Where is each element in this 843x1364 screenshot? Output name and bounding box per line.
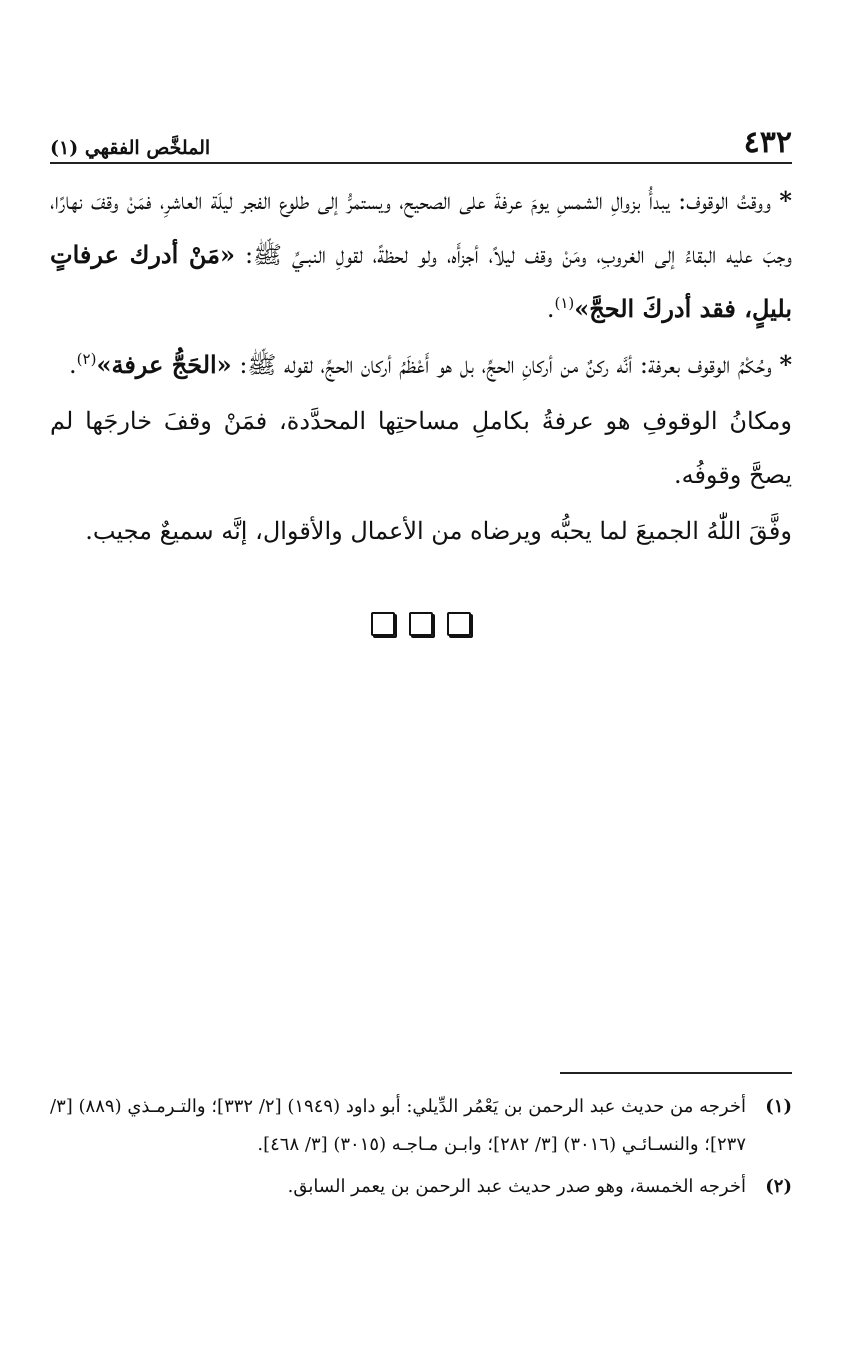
page-content — [50, 118, 792, 636]
hadith-quote: «مَنْ أدرك عرفاتٍ بليلٍ، فقد أدركَ الحجَّ» — [50, 240, 792, 323]
paragraph-wuquf-place: ومكانُ الوقوفِ هو عرفةُ بكاملِ مساحتِها المحدَّدة، فمَنْ وقفَ خارجَها لم يصحَّ وقوفُه. — [50, 407, 792, 489]
paragraph-end: . — [69, 351, 77, 379]
footnotes — [50, 1072, 792, 1210]
body-text — [50, 174, 792, 558]
book-title: الملخَّص الفقهي (١) — [50, 137, 211, 159]
running-header — [50, 118, 792, 164]
square-ornament-icon — [371, 612, 395, 636]
section-divider — [50, 612, 792, 636]
hadith-quote: «الحَجُّ عرفة» — [96, 350, 232, 379]
star-marker: * — [779, 186, 792, 215]
footnote-item — [50, 1168, 792, 1206]
footnote-number: (٢) — [765, 1176, 792, 1197]
footnote-number: (١) — [765, 1096, 792, 1117]
footnote-text: أخرجه الخمسة، وهو صدر حديث عبد الرحمن بن يعمر السابق. — [287, 1176, 746, 1197]
footnote-item — [50, 1088, 792, 1164]
footnote-ref[interactable]: (١) — [554, 294, 575, 312]
page-number: ٤٣٢ — [743, 125, 792, 160]
paragraph-text: ووقتُ الوقوف: يبدأُ بزوالِ الشمسِ يومَ عرفةَ على الصحيح، ويستمرُّ إلى طلوع الفجر ليلَة العاشرِ، فمَنْ وقفَ نهارًا، وجبَ عليه البقاءُ إلى الغروبِ، ومَنْ وقف ليلاً، أجزأَه، ولو لحظةً، لقولِ النبـيِّ ﷺ: — [50, 187, 792, 269]
footnote-rule — [560, 1072, 792, 1074]
footnote-ref[interactable]: (٢) — [76, 350, 97, 368]
paragraph-text: وحُكْمُ الوقوف بعرفة: أنَّه ركنٌ من أركانِ الحجِّ، بل هو أَعْظَمُ أركان الحجِّ، لقوله ﷺ: — [231, 351, 772, 379]
square-ornament-icon — [447, 612, 471, 636]
paragraph-end: . — [546, 295, 555, 323]
star-marker: * — [779, 350, 792, 379]
paragraph-wuquf-time — [50, 174, 792, 336]
paragraph-wuquf-ruling — [50, 338, 792, 392]
square-ornament-icon — [409, 612, 433, 636]
footnote-text: أخرجه من حديث عبد الرحمن بن يَعْمُر الدِّيلي: أبو داود (١٩٤٩) [٢/ ٣٣٢]؛ والتـرمـذي (٨٨٩) [٣/ ٢٣٧]؛ والنسـائـي (٣٠١٦) [٣/ ٢٨٢]؛ وابـن مـاجـه (٣٠١٥) [٣/ ٤٦٨]. — [50, 1096, 746, 1155]
paragraph-closing-prayer: وفَّقَ اللّٰهُ الجميعَ لما يحبُّه ويرضاه من الأعمال والأقوال، إنَّه سميعٌ مجيب. — [85, 517, 792, 545]
